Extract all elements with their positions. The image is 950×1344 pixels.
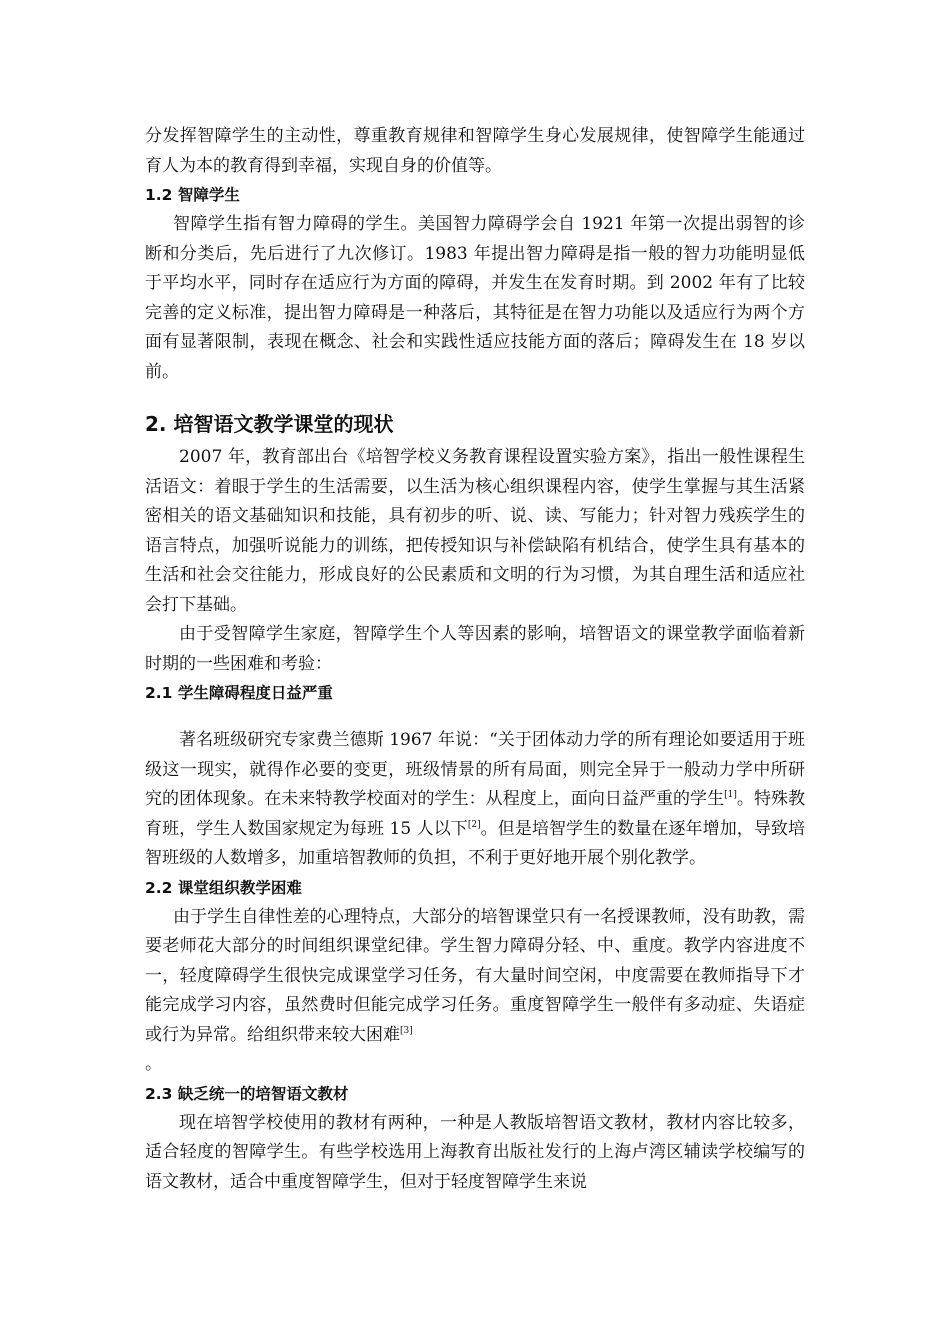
section-2-1-text-a: 著名班级研究专家费兰德斯 1967 年说：“关于团体动力学的所有理论如要适用于班级这一现实，就得作必要的变更，班级情景的所有局面，则完全异于一般动力学中所研究的团体现象。在未来特教学校面对的学生：从程度上，面向日益严重的学生 — [145, 730, 805, 809]
citation-1: [1] — [724, 790, 737, 800]
section-2-2-text: 由于学生自律性差的心理特点，大部分的培智课堂只有一名授课教师，没有助教，需要老师花大部分的时间组织课堂纪律。学生智力障碍分轻、中、重度。教学内容进度不一，轻度障碍学生很快完成课堂学习任务，有大量时间空闲，中度需要在教师指导下才能完成学习内容，虽然费时但能完成学习任务。重度智障学生一般伴有多动症、失语症或行为异常。给组织带来较大困难 — [145, 906, 805, 1045]
section-2-paragraph-2: 由于受智障学生家庭，智障学生个人等因素的影响，培智语文的课堂教学面临着新时期的一些困难和考验： — [145, 624, 805, 674]
section-2-3-heading: 2.3 缺乏统一的培智语文教材 — [145, 1084, 349, 1103]
document-body — [145, 122, 805, 1197]
section-2-paragraph-1: 2007 年，教育部出台《培智学校义务教育课程设置实验方案》，指出一般性课程生活语文：着眼于学生的生活需要，以生活为核心组织课程内容，使学生掌握与其生活紧密相关的语文基础知识和技能，具有初步的听、说、读、写能力；针对智力残疾学生的语言特点，加强听说能力的训练，把传授知识与补偿缺陷有机结合，使学生具有基本的生活和社会交往能力，形成良好的公民素质和文明的行为习惯，为其自理生活和适应社会打下基础。 — [145, 447, 805, 615]
section-2-2-ending: 。 — [145, 1054, 162, 1074]
section-1-2-paragraph: 智障学生指有智力障碍的学生。美国智力障碍学会自 1921 年第一次提出弱智的诊断和分类后，先后进行了九次修订。1983 年提出智力障碍是指一般的智力功能明显低于平均水平，同时存在适应行为方面的障碍，并发生在发育时期。到 2002 年有了比较完善的定义标准，提出智力障碍是一种落后，其特征是在智力功能以及适应行为两个方面有显著限制，表现在概念、社会和实践性适应技能方面的落后；障碍发生在 18 岁以前。 — [145, 214, 805, 382]
section-2-1-text-b: 。特殊教育班，学生人数国家规定为每班 15 人以下 — [145, 789, 806, 839]
section-2-3-paragraph: 现在培智学校使用的教材有两种，一种是人教版培智语文教材，教材内容比较多，适合轻度的智障学生。有些学校选用上海教育出版社发行的上海卢湾区辅读学校编写的语文教材，适合中重度智障学生，但对于轻度智障学生来说 — [145, 1112, 805, 1192]
citation-2: [2] — [467, 819, 481, 830]
section-2-1-text-c: 。但是培智学生的数量在逐年增加，导致培智班级的人数增多，加重培智教师的负担，不利于更好地开展个别化教学。 — [145, 818, 805, 868]
section-2-2-heading: 2.2 课堂组织教学困难 — [145, 878, 302, 897]
section-2-heading: 2. 培智语文教学课堂的现状 — [145, 412, 394, 436]
section-2-2-paragraph — [145, 903, 805, 1080]
intro-paragraph: 分发挥智障学生的主动性，尊重教育规律和智障学生身心发展规律，使智障学生能通过育人为本的教育得到幸福，实现自身的价值等。 — [145, 126, 805, 176]
section-2-1-paragraph — [145, 726, 805, 874]
section-1-2-heading: 1.2 智障学生 — [145, 186, 240, 204]
citation-3: [3] — [400, 1025, 413, 1036]
section-2-1-heading: 2.1 学生障碍程度日益严重 — [145, 684, 333, 702]
